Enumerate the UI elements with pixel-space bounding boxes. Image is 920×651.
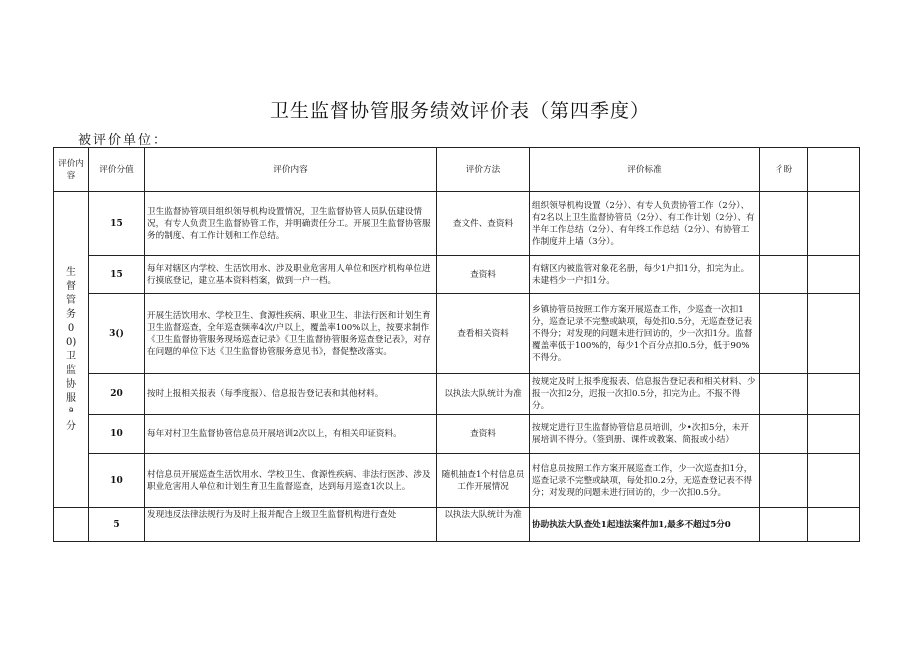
- page-title: 卫生监督协管服务绩效评价表（第四季度）: [269, 100, 650, 122]
- row-extra: [808, 374, 860, 415]
- row-content: 每年对村卫生监督协管信息员开展培训2次以上，有相关印证资料。: [145, 415, 437, 454]
- row-extra: [808, 192, 860, 256]
- row-standard: 按规定及时上报季度报表、信息报告登记表和相关材料、少报一次扣2分，迟报一次扣0.5分，扣完为止。不报不得分。: [530, 374, 760, 415]
- row-standard: 有辖区内被监管对象花名册，每少1户扣1分，扣完为止。未建档少一户扣1分。: [530, 256, 760, 294]
- table-row: [54, 454, 860, 508]
- row-method: 随机抽查1个村信息员工作开展情况: [437, 454, 530, 508]
- table-row: [54, 256, 860, 294]
- row-score: 15: [89, 256, 145, 294]
- header-category: 评价内容: [54, 148, 89, 192]
- table-row: [54, 415, 860, 454]
- category-cell: [54, 192, 89, 508]
- row-extra: [808, 454, 860, 508]
- row-extra: [808, 256, 860, 294]
- row-deduct: [760, 508, 808, 542]
- header-deduct: 彳盼: [760, 148, 808, 192]
- evaluated-unit-label: 被评价单位：: [78, 133, 169, 148]
- row-deduct: [760, 192, 808, 256]
- table-header-row: [54, 148, 860, 192]
- row-method: 以执法大队统计为准: [437, 508, 530, 542]
- row-content: 发现违反法律法规行为及时上报并配合上级卫生监督机构进行查处: [145, 508, 437, 542]
- row-method: 查文件、查资料: [437, 192, 530, 256]
- table-row: [54, 374, 860, 415]
- row-deduct: [760, 374, 808, 415]
- row-score: 3(): [89, 294, 145, 374]
- row-standard: 村信息员按照工作方案开展巡查工作，少一次巡查扣1分，巡查记录不完整或缺项，每处扣0.2分，无巡查登记表不得分；对发现的问题未进行回访的，少一次扣0.5分。: [530, 454, 760, 508]
- row-extra: [808, 415, 860, 454]
- row-extra: [808, 508, 860, 542]
- row-content: 村信息员开展巡查生活饮用水、学校卫生、食源性疾病、非法行医涉、涉及职业危害用人单位和计划生育卫生监督巡查，达到每月巡查1次以上。: [145, 454, 437, 508]
- row-score: 10: [89, 454, 145, 508]
- row-score: 10: [89, 415, 145, 454]
- row-content: 卫生监督协管项目组织领导机构设置情况，卫生监督协管人员队伍建设情况，有专人负责卫生监督协管工作，并明确责任分工。开展卫生监督协管服务的制度、有工作计划和工作总结。: [145, 192, 437, 256]
- row-content: 开展生活饮用水、学校卫生、食源性疾病、职业卫生、非法行医和计划生育卫生监督巡查，全年巡查频率4次/户以上，覆盖率100%以上，按要求制作《卫生监督协管服务现场巡查记录》《卫生监督协管服务巡查登记表》，对存在问题的单位下达《卫生监督协管服务意见书》，督促整改落实。: [145, 294, 437, 374]
- header-score: 评价分值: [89, 148, 145, 192]
- row-deduct: [760, 415, 808, 454]
- category-cell-empty: [54, 508, 89, 542]
- row-deduct: [760, 256, 808, 294]
- header-content: 评价内容: [145, 148, 437, 192]
- header-standard: 评价标准: [530, 148, 760, 192]
- evaluation-table: [53, 147, 860, 542]
- row-extra: [808, 294, 860, 374]
- row-method: 查看相关资料: [437, 294, 530, 374]
- row-content: 按时上报相关报表（每季度报）、信息报告登记表和其他材料。: [145, 374, 437, 415]
- row-score: 20: [89, 374, 145, 415]
- table-row: [54, 192, 860, 256]
- category-label: 生督管务00)卫监协服ª分: [66, 266, 77, 432]
- row-score: 5: [89, 508, 145, 542]
- table-row: [54, 294, 860, 374]
- table-row: [54, 508, 860, 542]
- row-standard: 乡镇协管员按照工作方案开展巡查工作，少巡查一次扣1分，巡查记录不完整或缺项，每处扣0.5分，无巡查登记表不得分；对发现的问题未进行回访的，少一次扣1分。监督覆盖率低于100%的，每少1个百分点扣0.5分，低于90%不得分。: [530, 294, 760, 374]
- row-standard: 按规定进行卫生监督协管信息员培训，少•次扣5分，未开展培训不得分。（签到册、课件或教案、简报或小结）: [530, 415, 760, 454]
- row-score: 15: [89, 192, 145, 256]
- row-deduct: [760, 294, 808, 374]
- row-standard: 协助执法大队查处1起违法案件加1,最多不超过5分0: [530, 508, 760, 542]
- row-standard: 组织领导机构设置（2分）、有专人负责协管工作（2分）、有2名以上卫生监督协管员（2分）、有工作计划（2分）、有半年工作总结（2分）、有年终工作总结（2分）、有协管工作制度并上墙（3分）。: [530, 192, 760, 256]
- row-content: 每年对辖区内学校、生活饮用水、涉及职业危害用人单位和医疗机构单位进行摸底登记，建立基本资料档案，做到一户一档。: [145, 256, 437, 294]
- row-deduct: [760, 454, 808, 508]
- header-extra: [808, 148, 860, 192]
- row-method: 查资料: [437, 256, 530, 294]
- row-method: 以执法大队统计为准: [437, 374, 530, 415]
- header-method: 评价方法: [437, 148, 530, 192]
- row-method: 查资料: [437, 415, 530, 454]
